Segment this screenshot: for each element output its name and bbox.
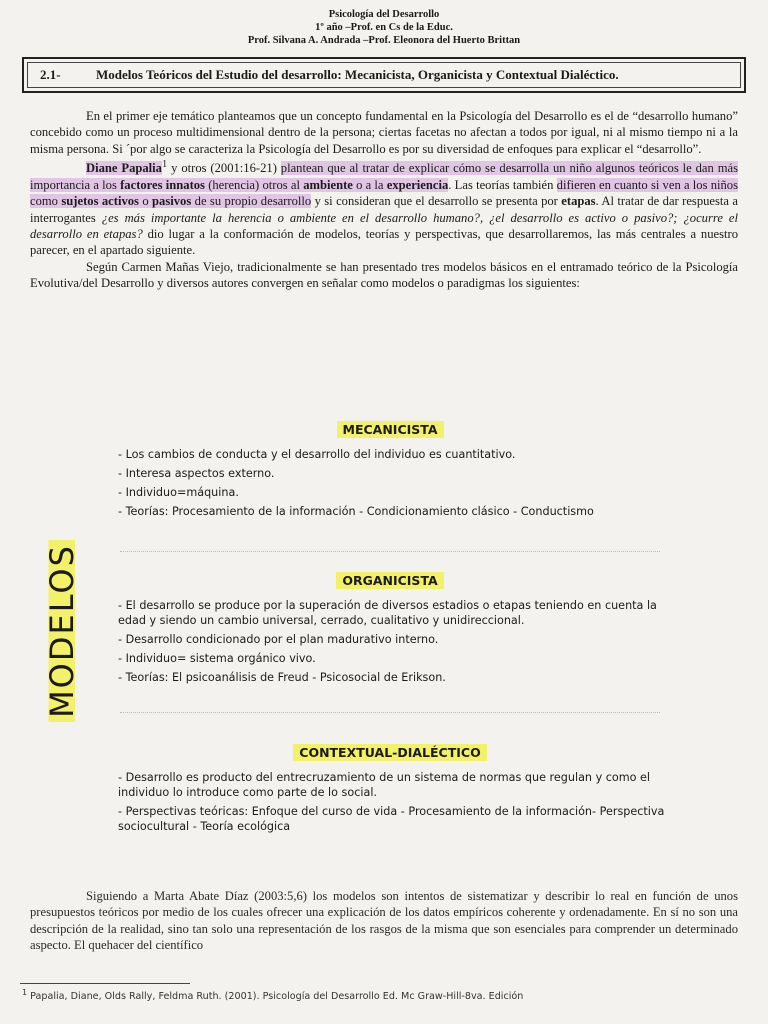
header-professors: Prof. Silvana A. Andrada –Prof. Eleonora del Huerto Brittan (247, 35, 521, 46)
models-vertical-label (42, 543, 82, 718)
p2-highlight-1: plantean que al tratar de explicar cómo se desarrolla un niño algunos teóricos le dan más importancia a los (30, 161, 738, 192)
footnote-rule (20, 983, 190, 984)
model-item: - Desarrollo es producto del entrecruzamiento de un sistema de normas que regulan y como el individuo lo introduce como parte de lo social. (118, 771, 651, 799)
p2-highlight-2: otros al (259, 177, 304, 192)
paragraph-2 (30, 157, 738, 259)
model-item: - Teorías: Procesamiento de la información - Condicionamiento clásico - Conductismo (118, 505, 594, 518)
p2-experience: experiencia (386, 177, 449, 192)
divider (120, 551, 660, 552)
section-title-box (22, 57, 746, 93)
model-heading-text: MECANICISTA (337, 421, 444, 438)
paragraph-4: Siguiendo a Marta Abate Díaz (2003:5,6) los modelos son intentos de sistematizar y describir lo real en función de unos presupuestos teóricos por medio de los cuales ofrecer una explicación de los datos empíricos coherente y ordenadamente. En sí no son una descripción de la realidad, sino tan solo una representación de los rasgos de la misma que son esenciales para comprender un determinado aspecto. El quehacer del científico (30, 889, 738, 953)
header-course: Psicología del Desarrollo (328, 9, 440, 20)
p2-text-d: . Al tratar de dar respuesta a interrogantes (30, 194, 738, 225)
model-item: - Perspectivas teóricas: Enfoque del curso de vida - Procesamiento de la información- Perspectiva sociocultural - Teoría ecológica (118, 805, 665, 833)
model-item: - Desarrollo condicionado por el plan madurativo interno. (118, 633, 439, 646)
divider (120, 712, 660, 713)
model-item: - Interesa aspectos externo. (118, 467, 275, 480)
section-number: 2.1- (40, 67, 61, 82)
paragraph-3: Según Carmen Mañas Viejo, tradicionalmente se han presentado tres modelos básicos en el entramado teórico de la Psicología Evolutiva/del Desarrollo y diversos autores convergen en señalar como modelos o paradigmas los siguientes: (30, 259, 738, 291)
p2-passive: pasivos (152, 194, 192, 209)
p2-highlight-6: de su propio desarrollo (191, 194, 312, 209)
section-title: Modelos Teóricos del Estudio del desarrollo: Mecanicista, Organicista y Contextual Dialéctico. (96, 67, 619, 82)
p2-questions: ¿es más importante la herencia o ambiente en el desarrollo humano?, ¿el desarrollo es activo o pasivo?; ¿ocurre el desarrollo en etapas? (30, 210, 739, 242)
p2-heredity: (herencia) (208, 177, 260, 192)
p2-text-b: . Las teorías también (448, 177, 557, 192)
document-header (0, 8, 768, 47)
closing-text (30, 888, 738, 954)
model-mecanicista (110, 422, 670, 523)
footnote-text: Papalia, Diane, Olds Rally, Feldma Ruth. (2001). Psicología del Desarrollo Ed. Mc Graw-Hill-8va. Edición (27, 991, 524, 1003)
paragraph-1: En el primer eje temático planteamos que un concepto fundamental en la Psicología del Desarrollo es el de “desarrollo humano” concebido como un proceso multidimensional dentro de la persona; ciertas facetas no afectan a todos por igual, ni al mismo tiempo ni a la misma persona. Si ´por algo se caracteriza la Psicología del Desarrollo es por su diversidad de enfoques para explicar el “desarrollo”. (30, 109, 738, 156)
model-heading (110, 422, 670, 437)
models-vertical-text: MODELOS (43, 540, 81, 722)
author-name: Diane Papalia (86, 161, 162, 176)
p2-text-e: dio lugar a la conformación de modelos, teorías y perspectivas, que desarrollaremos, las más centrales a nuestro parecer, en el apartado siguiente. (30, 227, 738, 258)
model-item: - Teorías: El psicoanálisis de Freud - Psicosocial de Erikson. (118, 671, 446, 684)
model-heading (110, 745, 670, 760)
p2-environment: ambiente (303, 177, 353, 192)
footnote (22, 988, 523, 1002)
model-heading-text: CONTEXTUAL-DIALÉCTICO (293, 744, 486, 761)
model-item: - El desarrollo se produce por la superación de diversos estadios o etapas teniendo en cuenta la edad y siendo un cambio universal, cerrado, cualitativo y unidireccional. (118, 599, 657, 627)
intro-text (30, 108, 738, 292)
model-item: - Individuo= sistema orgánico vivo. (118, 652, 316, 665)
p2-active: sujetos activos (61, 194, 139, 209)
p2-text-c: y si consideran que el desarrollo se presenta por (311, 194, 562, 209)
footnote-ref: 1 (161, 159, 168, 171)
model-item: - Los cambios de conducta y el desarrollo del individuo es cuantitativo. (118, 448, 516, 461)
model-item: - Individuo=máquina. (118, 486, 239, 499)
footnote-number: 1 (22, 988, 28, 997)
p2-innate: factores innatos (116, 177, 209, 192)
model-heading (110, 573, 670, 588)
header-year: 1º año –Prof. en Cs de la Educ. (315, 22, 453, 33)
p2-highlight-5: o (138, 194, 153, 209)
p2-text-a: y otros (2001:16-21) (167, 161, 281, 176)
p2-highlight-3: o a la (352, 177, 387, 192)
p2-highlight-4: difieren en cuanto si ven a los niños como (30, 177, 738, 209)
model-organicista (110, 573, 670, 689)
model-heading-text: ORGANICISTA (336, 572, 443, 589)
p2-stages: etapas (561, 194, 596, 209)
model-contextual-dialectico (110, 745, 670, 838)
